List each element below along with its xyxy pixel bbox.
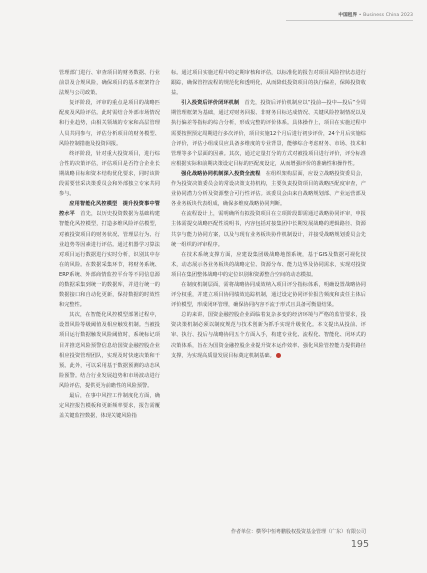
paragraph-text: 标。通过项目实施过程中的定期审核和评估，以标准化的报告对项目风险控状态进行跟踪，确保管控流程的规范化和透明化，从而降低投资项目的执行偏差，保障投资收益。 xyxy=(171,70,366,97)
paragraph-text: 在制度机制层面，需将战略协同成效纳入项目评分指标体系，明确设置战略协同评分权重，并建立项目协同绩效追踪机制，通过设定协同评价报告频度和责任主体后评价模型，形成闭环管理，确保协同内容不流于形式且具备可衡量结果。 xyxy=(171,281,366,309)
paragraph xyxy=(171,209,366,249)
paragraph xyxy=(59,149,160,199)
right-column xyxy=(171,68,366,361)
paragraph-text: 首先，以历史投资数据为基础构建智能化风控模型，打造多维风险评估模型，对被投资项目的财务状况、管理层行为、行业趋势等因素进行评估。通过机器学习算法对项目运行数据进行实时分析，识别其中存在的风险。在数据采集环节，将财务系统、ERP系统、外部商情监控平台等不同信息源的数据采集到统一的数据库，并进行统一的数据接口和自动化更新，保持数据的时效性和完整性。 xyxy=(59,211,160,309)
paragraph-text: 首先，投资后评价机制应以“投前—投中—投后”全周期管理框架为基础，通过对财务回报、非财务目标达成情况、关键风险控制情况以及执行偏差等指标的综合分析，形成完整的评价体系。具体操作上，项目在实施过程中需要按照预定周期进行多次评价，项目实施12个月后进行初步评价，24个月后实施综合评价，评估小组成员应具备多维度的专业背景，能够综合考虑财务、市场、技术和管理等多个层面的因素。其次，通过定量打分的方式对被投项目进行评价，评分标准应根据实际和前期决策设定目标的匹配度设定，从而增强评价的准确性和操作性。 xyxy=(171,100,366,167)
author-affiliation: 作者单位：横琴中恒粤鹏股权投资基金管理（广东）有限公司 xyxy=(230,529,366,535)
paragraph-heading: 强化战略协同机制深入投资全流程 xyxy=(181,170,261,177)
paragraph-text: 在组织架构层面，应设立战略投资委员会，作为投资决策委员会的常设决策支持机构，主要负责投资项目的战略匹配度审查，产业协同潜力分析及资源整合可行性评估。该委员会由来自战略规划部、产业运营部及各业务板块代表组成，确保多维度战略协同判断。 xyxy=(171,170,366,208)
header-rule xyxy=(286,20,413,21)
paragraph-text: 管理部门进行、审查项目的财务数据、行业前景及合规风险，确保项目的基本框架符合法规与公司政策。 xyxy=(59,70,160,97)
paragraph xyxy=(171,169,366,209)
paragraph xyxy=(171,68,366,98)
paragraph xyxy=(59,68,160,98)
paragraph xyxy=(59,199,160,310)
left-column xyxy=(59,68,160,421)
paragraph-text: 复评阶段，评审的重点是项目的战略匹配度及风险评估。此时需结合外部市场情况和行业趋势，由相关领域的专家和高层管理人员共同参与，评估分析项目的财务模型、风险控制措施及投资回报。 xyxy=(59,100,160,147)
paragraph xyxy=(171,250,366,280)
paragraph-text: 在流程设计上，需明确所有拟投资项目在立项阶段即需通过战略协同评审，申报主体需提交战略匹配性说明书，内容包括对接集团中长期发展战略的逻辑路径、资源共享与能力协同方案，以及与现有业务板块协作机制设计，并接受战略规划委员会先统一组织的评审程序。 xyxy=(171,211,366,248)
end-of-article-icon xyxy=(276,353,281,358)
paragraph-text: 在技术系统支撑方面，应建设集团级战略地图系统，基于GIS及数据可视化技术，动态展示各业务板块的战略定位、资源分布、能力边界及协同需求，实现对投资项目在集团整体战略中的定位识别和资源整合空间的动态模拟。 xyxy=(171,251,366,278)
running-header xyxy=(338,12,413,18)
paragraph-text: 终评阶段，针对重大投资项目，进行综合性的决策评估，评估项目是否符合企业长期战略目标和资本结构优化要求，同时该阶段需要营采决策委员会和外部独立专家共同参与。 xyxy=(59,150,160,198)
page-number: 195 xyxy=(350,539,369,550)
paragraph xyxy=(171,98,366,169)
paragraph xyxy=(171,310,366,360)
paragraph xyxy=(59,310,160,391)
header-subtitle: • Business China 2023 xyxy=(357,13,413,18)
paragraph xyxy=(59,98,160,148)
paragraph-text: 最后，在事中风控工作制度化方面，确定风控报告模板和更新频率要求，报告需覆盖关键监控数据，体现关键风险指 xyxy=(59,393,160,420)
paragraph xyxy=(171,280,366,310)
paragraph-heading: 应用智能化风控模型 提升投资事中管控水平 xyxy=(59,201,160,218)
paragraph-heading: 引入投资后评价闭环机制 xyxy=(181,100,240,107)
paragraph-text: 总的来讲，国资金融控股企业面临着复杂多变的经济环境与严格的监管要求，投资决策机制必须以制度规范与技术创新为抓手实现升级优化。本文提出从投前、评审、执行、投后与战略协同五个方面入手，构建专业化、流程化、智能化、闭环式的决策体系，旨在为国资金融控股企业提升资本运作效率、强化风险管控能力提供路径支撑，为实现高质量发展目标奠定机制基础。 xyxy=(171,312,366,359)
paragraph-text: 其次，在智能化风控模型部署过程中，设置风险等级阈值及相应触发机制。当被投项目运行数据触发风险阈值时，系统标记项目并推送风险预警信息给国资金融控股企业相应投资管理团队，实现及时快速决策和干预。此外，可以采用基于数据预测的动态风险预警。结合行业发展趋势和市场波动进行风险评估，提供更为前瞻性的风险预警。 xyxy=(59,312,160,389)
header-brand: 中国租界 xyxy=(338,13,358,18)
paragraph xyxy=(59,391,160,421)
